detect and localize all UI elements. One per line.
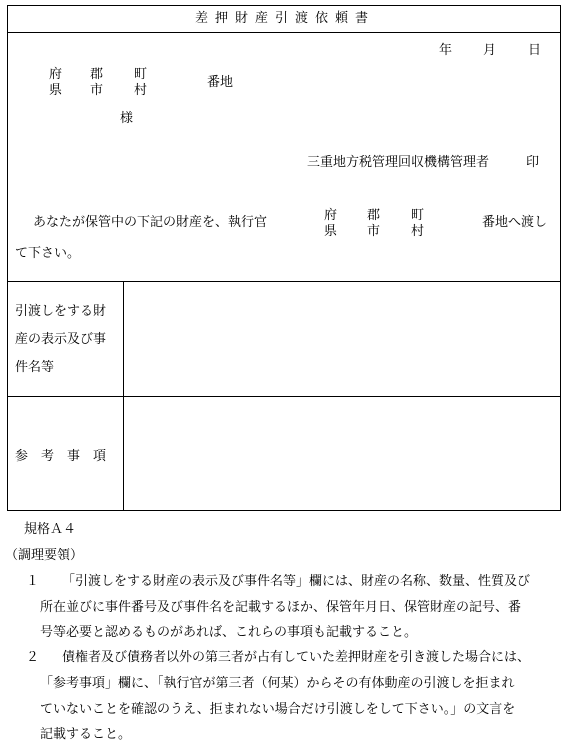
notes-heading: （調理要領）	[5, 548, 84, 563]
request-fu: 府	[324, 208, 338, 223]
note-2-number: ２	[26, 650, 40, 665]
note-2-line-4: 記載すること。	[40, 727, 132, 742]
seal-mark: 印	[526, 155, 540, 170]
paper-size-note: 規格Ａ４	[24, 522, 77, 537]
date-month-label: 月	[483, 43, 497, 58]
property-label-line-2: 産の表示及び事	[15, 332, 107, 347]
addressee-sama: 様	[120, 111, 134, 126]
addressee-ken: 県	[49, 83, 63, 98]
date-year-label: 年	[439, 43, 453, 58]
row-divider-middle	[7, 396, 561, 397]
note-1-line-2: 所在並びに事件番号及び事件名を記載するほか、保管年月日、保管財産の記号、番	[40, 600, 522, 615]
addressee-fu: 府	[49, 67, 63, 82]
note-1-number: １	[26, 574, 40, 589]
request-shi: 市	[367, 224, 381, 239]
label-column-divider	[123, 281, 124, 511]
note-2-line-3: ていないことを確認のうえ、拒まれない場合だけ引渡しをして下さい。」の文言を	[40, 702, 516, 717]
request-ken: 県	[324, 224, 338, 239]
row-divider-top	[7, 281, 561, 282]
note-2-line-2: 「参考事項」欄に、「執行官が第三者（何某）からその有体動産の引渡しを拒まれ	[40, 676, 515, 691]
request-tail-text: 番地へ渡し	[482, 215, 548, 230]
property-label-line-3: 件名等	[15, 360, 55, 375]
addressee-machi: 町	[134, 67, 148, 82]
note-2-line-1: 債権者及び債務者以外の第三者が占有していた差押財産を引き渡した場合には、	[62, 650, 531, 665]
property-label-line-1: 引渡しをする財	[15, 304, 107, 319]
form-title: 差押財産引渡依頼書	[195, 11, 376, 26]
title-divider	[7, 32, 561, 33]
addressee-mura: 村	[134, 83, 148, 98]
addressee-shi: 市	[90, 83, 104, 98]
date-day-label: 日	[528, 43, 542, 58]
request-gun: 郡	[367, 208, 381, 223]
note-1-line-1: 「引渡しをする財産の表示及び事件名等」欄には、財産の名称、数量、性質及び	[62, 574, 531, 589]
reference-value-cell[interactable]	[130, 410, 550, 502]
request-machi: 町	[411, 208, 425, 223]
request-mura: 村	[411, 224, 425, 239]
note-1-line-3: 号等必要と認めるものがあれば、これらの事項も記載すること。	[40, 625, 418, 640]
addressee-banchi: 番地	[207, 75, 234, 90]
request-lead-text: あなたが保管中の下記の財産を、執行官	[33, 215, 268, 230]
sender-name: 三重地方税管理回収機構管理者	[307, 155, 490, 170]
property-value-cell[interactable]	[130, 300, 550, 388]
request-line-2: て下さい。	[15, 246, 81, 261]
reference-label: 参考事項	[15, 449, 120, 464]
addressee-gun: 郡	[90, 67, 104, 82]
